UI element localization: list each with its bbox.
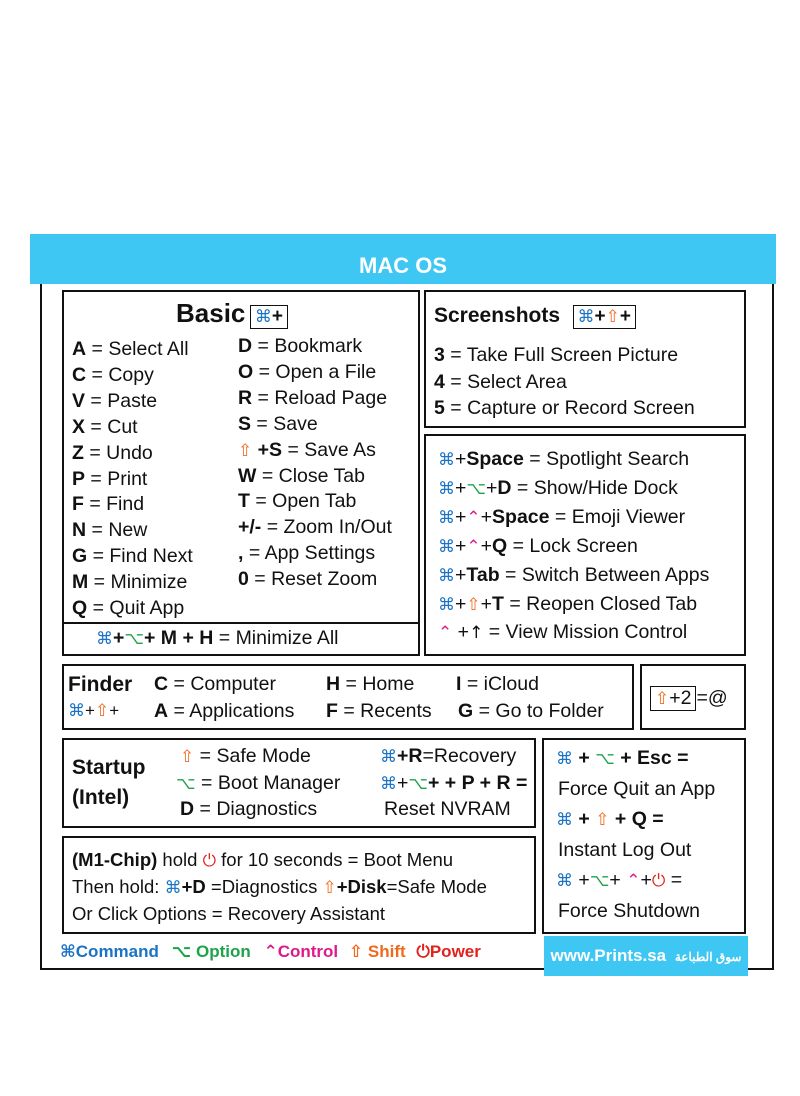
logout-keys: ⌘ + ⇧ + Q = — [556, 808, 664, 830]
command-icon: ⌘ — [556, 810, 573, 830]
legend-power: ⏻Power — [416, 942, 481, 962]
command-icon: ⌘ — [438, 478, 455, 499]
command-icon: ⌘ — [438, 594, 455, 615]
basic-footer: ⌘+⌥+ M + H = Minimize All — [96, 627, 339, 649]
screenshot-row: 4 = Select Area — [434, 370, 567, 393]
legend-command: ⌘Command — [60, 942, 159, 962]
command-icon: ⌘ — [438, 565, 455, 586]
force-quit-keys: ⌘ + ⌥ + Esc = — [556, 747, 689, 769]
shortcut-row: Q = Quit App — [72, 597, 185, 619]
finder-modifier-keys: ⌘+⇧+ — [68, 701, 120, 721]
shift-icon: ⇧ — [466, 594, 481, 615]
shortcut-row: V = Paste — [72, 389, 158, 412]
shortcut-row: ⇧ +S = Save As — [238, 438, 376, 461]
brand-banner — [544, 936, 748, 976]
basic-heading — [176, 298, 288, 329]
finder-shortcut: G = Go to Folder — [458, 700, 604, 722]
at-sign-shortcut: ⇧+2 =@ — [650, 686, 728, 711]
safe-mode-row: ⇧ = Safe Mode — [180, 745, 311, 767]
option-icon: ⌥ — [176, 774, 196, 794]
system-shortcut-row: ⌘+⌥+D = Show/Hide Dock — [438, 476, 678, 499]
finder-heading: Finder — [68, 673, 133, 696]
command-icon: ⌘ — [254, 307, 272, 327]
command-icon: ⌘ — [60, 942, 76, 962]
command-icon: ⌘ — [380, 747, 397, 767]
m1-line-3: Or Click Options = Recovery Assistant — [72, 903, 386, 924]
shortcut-row: W = Close Tab — [238, 464, 365, 487]
command-icon: ⌘ — [164, 878, 182, 898]
logout-desc: Instant Log Out — [558, 839, 692, 861]
shortcut-row: P = Print — [72, 467, 148, 490]
system-shortcut-row: ⌃ +↑ = View Mission Control — [438, 621, 688, 644]
power-icon: ⏻ — [651, 871, 666, 891]
option-icon: ⌥ — [589, 871, 610, 891]
command-icon: ⌘ — [577, 307, 595, 327]
at-sign-key-box: ⇧+2 — [650, 686, 696, 711]
option-icon: ⌥ — [595, 749, 615, 769]
shortcut-row: T = Open Tab — [238, 490, 357, 513]
nvram-keys-row: ⌘+⌥+ + P + R = — [380, 772, 528, 794]
basic-heading-text: Basic — [176, 298, 246, 328]
shortcut-row: N = New — [72, 519, 148, 542]
shift-icon: ⇧ — [238, 440, 253, 461]
shortcut-row: +/- = Zoom In/Out — [238, 516, 392, 539]
diagnostics-row: D = Diagnostics — [180, 798, 318, 820]
finder-shortcut: F = Recents — [326, 700, 432, 722]
shift-icon: ⇧ — [605, 307, 620, 327]
shift-icon: ⇧ — [348, 942, 364, 962]
screenshot-keys-box: ⌘+⇧+ — [573, 305, 636, 329]
power-icon: ⏻ — [202, 851, 217, 871]
m1-line-1: (M1-Chip) hold ⏻ for 10 seconds = Boot Menu — [72, 849, 454, 871]
shortcut-row: R = Reload Page — [238, 386, 388, 409]
shift-icon: ⇧ — [94, 701, 110, 721]
shift-icon: ⇧ — [595, 810, 610, 830]
page-title: MAC OS — [359, 253, 447, 278]
command-icon: ⌘ — [556, 749, 573, 769]
finder-shortcut: H = Home — [326, 673, 415, 695]
option-icon: ⌥ — [466, 478, 486, 499]
shortcut-row: G = Find Next — [72, 545, 193, 568]
legend-control: ⌃Control — [263, 942, 339, 962]
system-shortcut-row: ⌘+Space = Spotlight Search — [438, 448, 690, 470]
startup-heading-intel: (Intel) — [72, 786, 130, 809]
command-icon: ⌘ — [438, 450, 455, 470]
shortcut-row: X = Cut — [72, 415, 138, 438]
command-icon: ⌘ — [96, 629, 113, 649]
recovery-row: ⌘+R=Recovery — [380, 745, 517, 767]
shortcut-row: 0 = Reset Zoom — [238, 568, 378, 591]
shutdown-desc: Force Shutdown — [558, 900, 700, 922]
nvram-desc-row: Reset NVRAM — [384, 798, 511, 820]
power-icon: ⏻ — [416, 942, 430, 962]
up-arrow-icon: ↑ — [469, 623, 484, 644]
legend-shift: ⇧ Shift — [348, 942, 406, 962]
command-key-box: ⌘+ — [250, 305, 288, 329]
command-icon: ⌘ — [556, 871, 573, 891]
command-icon: ⌘ — [68, 701, 85, 721]
shift-icon: ⇧ — [655, 689, 670, 709]
finder-shortcut: I = iCloud — [456, 673, 539, 695]
finder-shortcut: A = Applications — [154, 700, 295, 722]
finder-shortcut: C = Computer — [154, 673, 276, 695]
boot-manager-row: ⌥ = Boot Manager — [176, 772, 341, 794]
brand-url: www.Prints.sa — [550, 946, 667, 965]
screenshots-heading: Screenshots ⌘+⇧+ — [434, 304, 636, 329]
shortcut-row: , = App Settings — [238, 542, 376, 565]
shutdown-keys: ⌘ +⌥+ ⌃+⏻ = — [556, 869, 683, 891]
system-shortcut-row: ⌘+⇧+T = Reopen Closed Tab — [438, 592, 698, 615]
shortcut-row: D = Bookmark — [238, 335, 363, 357]
legend-option: ⌥ Option — [171, 942, 251, 962]
command-icon: ⌘ — [438, 536, 455, 557]
screenshot-row: 5 = Capture or Record Screen — [434, 397, 695, 419]
control-icon: ⌃ — [263, 942, 278, 962]
shortcut-row: M = Minimize — [72, 571, 188, 594]
shortcut-row: O = Open a File — [238, 360, 377, 383]
force-quit-desc: Force Quit an App — [558, 778, 716, 800]
shortcut-row: C = Copy — [72, 363, 154, 386]
shortcut-row: F = Find — [72, 493, 145, 516]
option-icon: ⌥ — [171, 942, 192, 962]
control-icon: ⌃ — [438, 623, 453, 644]
system-shortcut-row: ⌘+⌃+Space = Emoji Viewer — [438, 505, 686, 528]
screenshot-row: 3 = Take Full Screen Picture — [434, 344, 679, 366]
shortcut-row: S = Save — [238, 412, 318, 435]
command-icon: ⌘ — [380, 774, 397, 794]
shortcut-row: Z = Undo — [72, 441, 153, 464]
shortcut-row: A = Select All — [72, 338, 189, 360]
control-icon: ⌃ — [626, 871, 641, 891]
modifier-legend — [60, 942, 481, 962]
control-icon: ⌃ — [466, 536, 481, 557]
system-shortcut-row: ⌘+⌃+Q = Lock Screen — [438, 534, 638, 557]
system-shortcut-row: ⌘+Tab = Switch Between Apps — [438, 563, 710, 586]
option-icon: ⌥ — [124, 629, 144, 649]
startup-heading: Startup — [72, 756, 146, 779]
shift-icon: ⇧ — [322, 878, 337, 898]
control-icon: ⌃ — [466, 507, 481, 528]
brand-arabic: سوق الطباعة — [674, 950, 742, 964]
command-icon: ⌘ — [438, 507, 455, 528]
m1-line-2: Then hold: ⌘+D =Diagnostics ⇧+Disk=Safe Mode — [72, 876, 487, 898]
shift-icon: ⇧ — [180, 747, 195, 767]
option-icon: ⌥ — [408, 774, 428, 794]
